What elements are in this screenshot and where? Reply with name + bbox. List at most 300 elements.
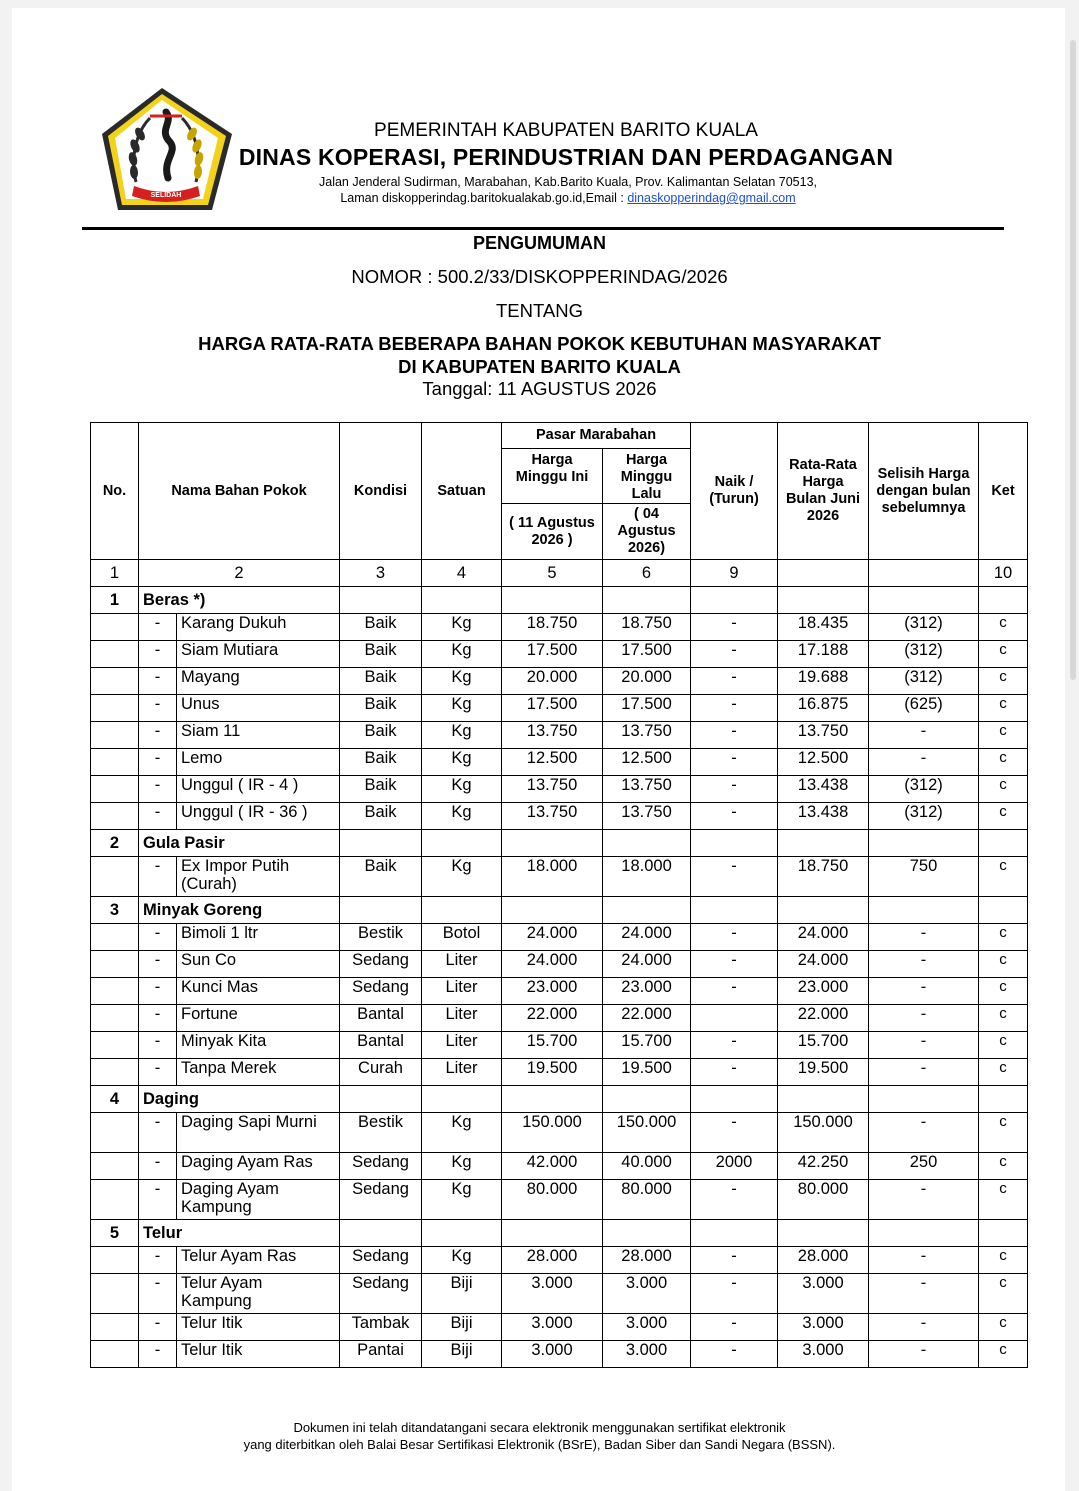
category-number: 4 [91,1086,139,1113]
item-ket: c [979,1113,1028,1153]
empty-cell [502,897,603,924]
item-harga-lalu: 24.000 [603,924,691,951]
item-satuan: Kg [422,749,502,776]
empty-cell [91,803,139,830]
item-rata-rata: 3.000 [778,1274,869,1314]
item-row [91,1314,1028,1341]
category-name: Daging [139,1086,340,1113]
empty-cell [502,830,603,857]
item-kondisi: Pantai [340,1341,422,1368]
item-naik-turun: - [691,803,778,830]
item-selisih: - [869,1005,979,1032]
item-naik-turun: - [691,1341,778,1368]
item-kondisi: Baik [340,776,422,803]
item-selisih: - [869,749,979,776]
item-satuan: Liter [422,978,502,1005]
item-kondisi: Curah [340,1059,422,1086]
item-harga-lalu: 20.000 [603,668,691,695]
empty-cell [869,1086,979,1113]
item-ket: c [979,1032,1028,1059]
item-ket: c [979,1153,1028,1180]
item-naik-turun: - [691,1113,778,1153]
item-ket: c [979,1274,1028,1314]
category-name: Gula Pasir [139,830,340,857]
empty-cell [979,1086,1028,1113]
item-ket: c [979,1180,1028,1220]
item-name: Telur Itik [177,1341,340,1368]
item-ket: c [979,1005,1028,1032]
item-rata-rata: 24.000 [778,924,869,951]
empty-cell [979,897,1028,924]
category-number: 5 [91,1220,139,1247]
empty-cell [778,587,869,614]
bullet-dash: - [139,857,177,897]
empty-cell [91,924,139,951]
empty-cell [422,1086,502,1113]
item-harga-ini: 17.500 [502,695,603,722]
item-harga-lalu: 3.000 [603,1341,691,1368]
letterhead [236,120,936,205]
item-selisih: - [869,951,979,978]
item-harga-lalu: 12.500 [603,749,691,776]
item-rata-rata: 16.875 [778,695,869,722]
item-rata-rata: 15.700 [778,1032,869,1059]
item-name: Daging Ayam Ras [177,1153,340,1180]
bullet-dash: - [139,1341,177,1368]
item-harga-lalu: 22.000 [603,1005,691,1032]
item-row [91,803,1028,830]
empty-cell [422,830,502,857]
bullet-dash: - [139,614,177,641]
item-naik-turun: - [691,1274,778,1314]
empty-cell [979,587,1028,614]
empty-cell [778,830,869,857]
item-naik-turun: - [691,1059,778,1086]
price-table [90,422,1028,1368]
item-harga-lalu: 150.000 [603,1113,691,1153]
item-rata-rata: 19.688 [778,668,869,695]
item-row [91,614,1028,641]
empty-cell [691,1220,778,1247]
empty-cell [91,978,139,1005]
item-harga-lalu: 13.750 [603,722,691,749]
item-selisih: - [869,978,979,1005]
category-name: Telur [139,1220,340,1247]
item-ket: c [979,614,1028,641]
empty-cell [91,1274,139,1314]
item-name: Ex Impor Putih (Curah) [177,857,340,897]
item-row [91,1180,1028,1220]
item-name: Telur Ayam Kampung [177,1274,340,1314]
item-row [91,722,1028,749]
item-harga-lalu: 17.500 [603,695,691,722]
item-satuan: Kg [422,1153,502,1180]
empty-cell [91,1180,139,1220]
empty-cell [91,1032,139,1059]
category-row [91,587,1028,614]
empty-cell [91,857,139,897]
empty-cell [91,951,139,978]
empty-cell [91,668,139,695]
item-kondisi: Baik [340,722,422,749]
item-kondisi: Sedang [340,1153,422,1180]
doc-about: TENTANG [495,300,584,321]
category-row [91,1220,1028,1247]
item-harga-ini: 13.750 [502,722,603,749]
col-header-selisih: Selisih Harga dengan bulan sebelumnya [869,423,979,560]
bullet-dash: - [139,641,177,668]
item-harga-ini: 13.750 [502,803,603,830]
item-rata-rata: 42.250 [778,1153,869,1180]
item-kondisi: Bestik [340,924,422,951]
col-header-harga-lalu: Harga Minggu Lalu [603,449,691,504]
item-rata-rata: 150.000 [778,1113,869,1153]
item-harga-ini: 24.000 [502,924,603,951]
footer-line1: Dokumen ini telah ditandatangani secara elektronik menggunakan sertifikat elektronik [293,1420,786,1435]
item-name: Telur Itik [177,1314,340,1341]
col-header-harga-lalu-date: ( 04 Agustus 2026) [603,504,691,560]
column-number-cell: 5 [502,560,603,587]
item-row [91,951,1028,978]
empty-cell [603,587,691,614]
item-satuan: Kg [422,695,502,722]
item-naik-turun: 2000 [691,1153,778,1180]
item-harga-lalu: 23.000 [603,978,691,1005]
item-row [91,641,1028,668]
empty-cell [691,1086,778,1113]
item-name: Siam Mutiara [177,641,340,668]
bullet-dash: - [139,1113,177,1153]
category-row [91,897,1028,924]
item-naik-turun: - [691,978,778,1005]
item-naik-turun: - [691,614,778,641]
email-link[interactable]: dinaskopperindag@gmail.com [627,191,796,205]
empty-cell [869,897,979,924]
item-ket: c [979,641,1028,668]
letterhead-address: Jalan Jenderal Sudirman, Marabahan, Kab.Barito Kuala, Prov. Kalimantan Selatan 70513, [319,175,817,189]
item-rata-rata: 18.750 [778,857,869,897]
item-naik-turun: - [691,641,778,668]
item-kondisi: Sedang [340,1247,422,1274]
bullet-dash: - [139,776,177,803]
empty-cell [502,587,603,614]
empty-cell [340,1220,422,1247]
column-number-cell: 10 [979,560,1028,587]
item-selisih: - [869,1314,979,1341]
item-rata-rata: 80.000 [778,1180,869,1220]
column-number-cell [869,560,979,587]
empty-cell [340,830,422,857]
item-ket: c [979,722,1028,749]
item-row [91,1113,1028,1153]
item-name: Karang Dukuh [177,614,340,641]
item-selisih: (312) [869,668,979,695]
item-row [91,1059,1028,1086]
item-name: Unggul ( IR - 36 ) [177,803,340,830]
item-name: Sun Co [177,951,340,978]
item-row [91,1341,1028,1368]
item-satuan: Kg [422,668,502,695]
item-ket: c [979,1341,1028,1368]
item-naik-turun: - [691,1247,778,1274]
item-satuan: Biji [422,1274,502,1314]
item-name: Unus [177,695,340,722]
empty-cell [502,1220,603,1247]
column-number-cell: 6 [603,560,691,587]
empty-cell [778,1220,869,1247]
item-rata-rata: 18.435 [778,614,869,641]
empty-cell [340,897,422,924]
col-header-no: No. [91,423,139,560]
item-rata-rata: 13.438 [778,776,869,803]
empty-cell [422,897,502,924]
empty-cell [91,1247,139,1274]
item-rata-rata: 22.000 [778,1005,869,1032]
item-harga-ini: 12.500 [502,749,603,776]
item-harga-ini: 20.000 [502,668,603,695]
item-harga-lalu: 17.500 [603,641,691,668]
doc-title-line2: DI KABUPATEN BARITO KUALA [398,356,681,377]
item-selisih: - [869,1032,979,1059]
item-rata-rata: 28.000 [778,1247,869,1274]
empty-cell [91,1314,139,1341]
item-selisih: - [869,722,979,749]
empty-cell [979,830,1028,857]
item-rata-rata: 24.000 [778,951,869,978]
item-kondisi: Sedang [340,1180,422,1220]
bullet-dash: - [139,951,177,978]
item-satuan: Kg [422,722,502,749]
item-name: Siam 11 [177,722,340,749]
empty-cell [603,1086,691,1113]
item-harga-ini: 18.000 [502,857,603,897]
item-selisih: (312) [869,776,979,803]
empty-cell [603,1220,691,1247]
item-name: Bimoli 1 ltr [177,924,340,951]
item-harga-lalu: 13.750 [603,776,691,803]
item-satuan: Liter [422,951,502,978]
column-number-cell [778,560,869,587]
item-name: Daging Sapi Murni [177,1113,340,1153]
empty-cell [603,830,691,857]
item-harga-lalu: 18.750 [603,614,691,641]
bullet-dash: - [139,1247,177,1274]
col-header-nama: Nama Bahan Pokok [139,423,340,560]
empty-cell [91,641,139,668]
letterhead-contact [200,191,936,205]
doc-heading: PENGUMUMAN [473,233,606,253]
item-ket: c [979,951,1028,978]
item-kondisi: Baik [340,749,422,776]
item-row [91,1247,1028,1274]
item-rata-rata: 23.000 [778,978,869,1005]
item-kondisi: Tambak [340,1314,422,1341]
item-satuan: Botol [422,924,502,951]
item-rata-rata: 13.750 [778,722,869,749]
item-selisih: - [869,1059,979,1086]
col-header-satuan: Satuan [422,423,502,560]
empty-cell [778,897,869,924]
item-naik-turun: - [691,776,778,803]
empty-cell [502,1086,603,1113]
item-satuan: Liter [422,1005,502,1032]
item-selisih: (312) [869,803,979,830]
item-harga-lalu: 24.000 [603,951,691,978]
column-number-cell: 9 [691,560,778,587]
item-harga-lalu: 28.000 [603,1247,691,1274]
item-naik-turun: - [691,695,778,722]
item-name: Minyak Kita [177,1032,340,1059]
column-number-cell: 1 [91,560,139,587]
column-number-row [91,560,1028,587]
column-number-cell: 2 [139,560,340,587]
item-naik-turun: - [691,1032,778,1059]
item-satuan: Liter [422,1032,502,1059]
item-satuan: Kg [422,1113,502,1153]
item-naik-turun: - [691,951,778,978]
item-name: Telur Ayam Ras [177,1247,340,1274]
item-selisih: - [869,1180,979,1220]
item-selisih: - [869,1113,979,1153]
empty-cell [91,1341,139,1368]
bullet-dash: - [139,978,177,1005]
col-header-ket: Ket [979,423,1028,560]
item-kondisi: Sedang [340,978,422,1005]
item-harga-ini: 80.000 [502,1180,603,1220]
empty-cell [691,897,778,924]
item-harga-ini: 3.000 [502,1314,603,1341]
item-naik-turun: - [691,749,778,776]
empty-cell [778,1086,869,1113]
item-ket: c [979,776,1028,803]
item-ket: c [979,1059,1028,1086]
item-harga-lalu: 18.000 [603,857,691,897]
item-harga-ini: 28.000 [502,1247,603,1274]
item-kondisi: Baik [340,857,422,897]
item-selisih: - [869,924,979,951]
item-row [91,776,1028,803]
category-number: 3 [91,897,139,924]
bullet-dash: - [139,1180,177,1220]
item-ket: c [979,803,1028,830]
item-harga-lalu: 13.750 [603,803,691,830]
item-selisih: 750 [869,857,979,897]
item-ket: c [979,695,1028,722]
empty-cell [869,587,979,614]
category-row [91,1086,1028,1113]
item-harga-ini: 22.000 [502,1005,603,1032]
item-kondisi: Bantal [340,1032,422,1059]
bullet-dash: - [139,803,177,830]
item-name: Fortune [177,1005,340,1032]
item-naik-turun: - [691,1180,778,1220]
item-selisih: - [869,1341,979,1368]
item-selisih: - [869,1247,979,1274]
item-harga-ini: 19.500 [502,1059,603,1086]
item-row [91,978,1028,1005]
item-name: Daging Ayam Kampung [177,1180,340,1220]
empty-cell [91,749,139,776]
letterhead-line1: PEMERINTAH KABUPATEN BARITO KUALA [374,120,758,141]
item-name: Tanpa Merek [177,1059,340,1086]
item-harga-ini: 23.000 [502,978,603,1005]
item-harga-ini: 17.500 [502,641,603,668]
item-row [91,1005,1028,1032]
item-naik-turun: - [691,668,778,695]
item-rata-rata: 12.500 [778,749,869,776]
item-satuan: Biji [422,1341,502,1368]
item-ket: c [979,924,1028,951]
item-kondisi: Bantal [340,1005,422,1032]
item-naik-turun: - [691,1314,778,1341]
item-harga-lalu: 3.000 [603,1274,691,1314]
item-rata-rata: 17.188 [778,641,869,668]
item-name: Kunci Mas [177,978,340,1005]
letterhead-divider [82,227,1004,230]
column-number-cell: 4 [422,560,502,587]
empty-cell [91,722,139,749]
empty-cell [91,695,139,722]
item-row [91,1032,1028,1059]
bullet-dash: - [139,1005,177,1032]
item-satuan: Kg [422,641,502,668]
item-row [91,924,1028,951]
item-satuan: Kg [422,776,502,803]
item-satuan: Kg [422,803,502,830]
item-kondisi: Baik [340,695,422,722]
item-harga-ini: 3.000 [502,1274,603,1314]
item-satuan: Kg [422,857,502,897]
letterhead-agency: DINAS KOPERASI, PERINDUSTRIAN DAN PERDAGANGAN [238,144,894,170]
item-naik-turun: - [691,924,778,951]
empty-cell [422,1220,502,1247]
item-row [91,857,1028,897]
category-row [91,830,1028,857]
empty-cell [869,1220,979,1247]
item-kondisi: Sedang [340,1274,422,1314]
item-row [91,749,1028,776]
col-header-kondisi: Kondisi [340,423,422,560]
item-name: Mayang [177,668,340,695]
col-header-pasar: Pasar Marabahan [502,423,691,449]
empty-cell [91,776,139,803]
col-header-rata: Rata-Rata Harga Bulan Juni 2026 [778,423,869,560]
item-rata-rata: 3.000 [778,1314,869,1341]
item-satuan: Liter [422,1059,502,1086]
item-harga-ini: 24.000 [502,951,603,978]
item-selisih: (625) [869,695,979,722]
item-satuan: Biji [422,1314,502,1341]
category-name: Beras *) [139,587,340,614]
empty-cell [869,830,979,857]
item-harga-lalu: 80.000 [603,1180,691,1220]
item-name: Lemo [177,749,340,776]
item-kondisi: Baik [340,641,422,668]
bullet-dash: - [139,1153,177,1180]
column-number-cell: 3 [340,560,422,587]
item-selisih: - [869,1274,979,1314]
empty-cell [91,614,139,641]
bullet-dash: - [139,1059,177,1086]
empty-cell [979,1220,1028,1247]
item-harga-lalu: 19.500 [603,1059,691,1086]
bullet-dash: - [139,695,177,722]
item-kondisi: Bestik [340,1113,422,1153]
letterhead-web: Laman diskopperindag.baritokualakab.go.id,Email : [340,191,628,205]
col-header-harga-ini-date: ( 11 Agustus 2026 ) [502,504,603,560]
item-row [91,1153,1028,1180]
item-rata-rata: 3.000 [778,1341,869,1368]
